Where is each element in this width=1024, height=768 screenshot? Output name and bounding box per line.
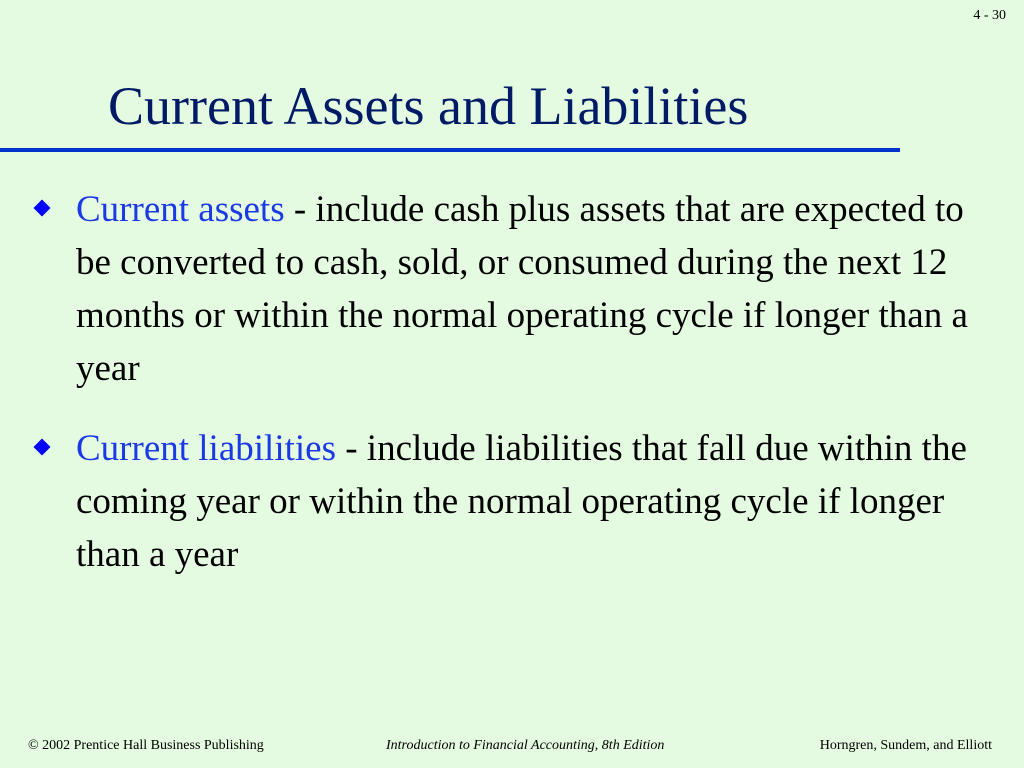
footer-copyright: © 2002 Prentice Hall Business Publishing — [28, 738, 264, 753]
footer-authors: Horngren, Sundem, and Elliott — [819, 738, 992, 753]
bullet-term: Current liabilities — [76, 428, 336, 469]
title-divider — [0, 148, 900, 152]
page-number: 4 - 30 — [973, 8, 1006, 23]
bullet-current-liabilities — [36, 422, 991, 581]
diamond-bullet-icon — [34, 200, 51, 217]
bullet-description: - include cash plus assets that are expected to be converted to cash, sold, or consumed during the next 12 months or within the normal operating cycle if longer than a year — [76, 189, 968, 389]
bullet-list — [36, 183, 991, 608]
slide-title: Current Assets and Liabilities — [108, 76, 749, 136]
bullet-description: - include liabilities that fall due within the coming year or within the normal operating cycle if longer than a year — [76, 428, 967, 575]
bullet-term: Current assets — [76, 189, 285, 230]
footer-book-title: Introduction to Financial Accounting, 8th Edition — [386, 738, 665, 753]
footer — [0, 738, 1024, 760]
diamond-bullet-icon — [34, 439, 51, 456]
bullet-current-assets — [36, 183, 991, 395]
